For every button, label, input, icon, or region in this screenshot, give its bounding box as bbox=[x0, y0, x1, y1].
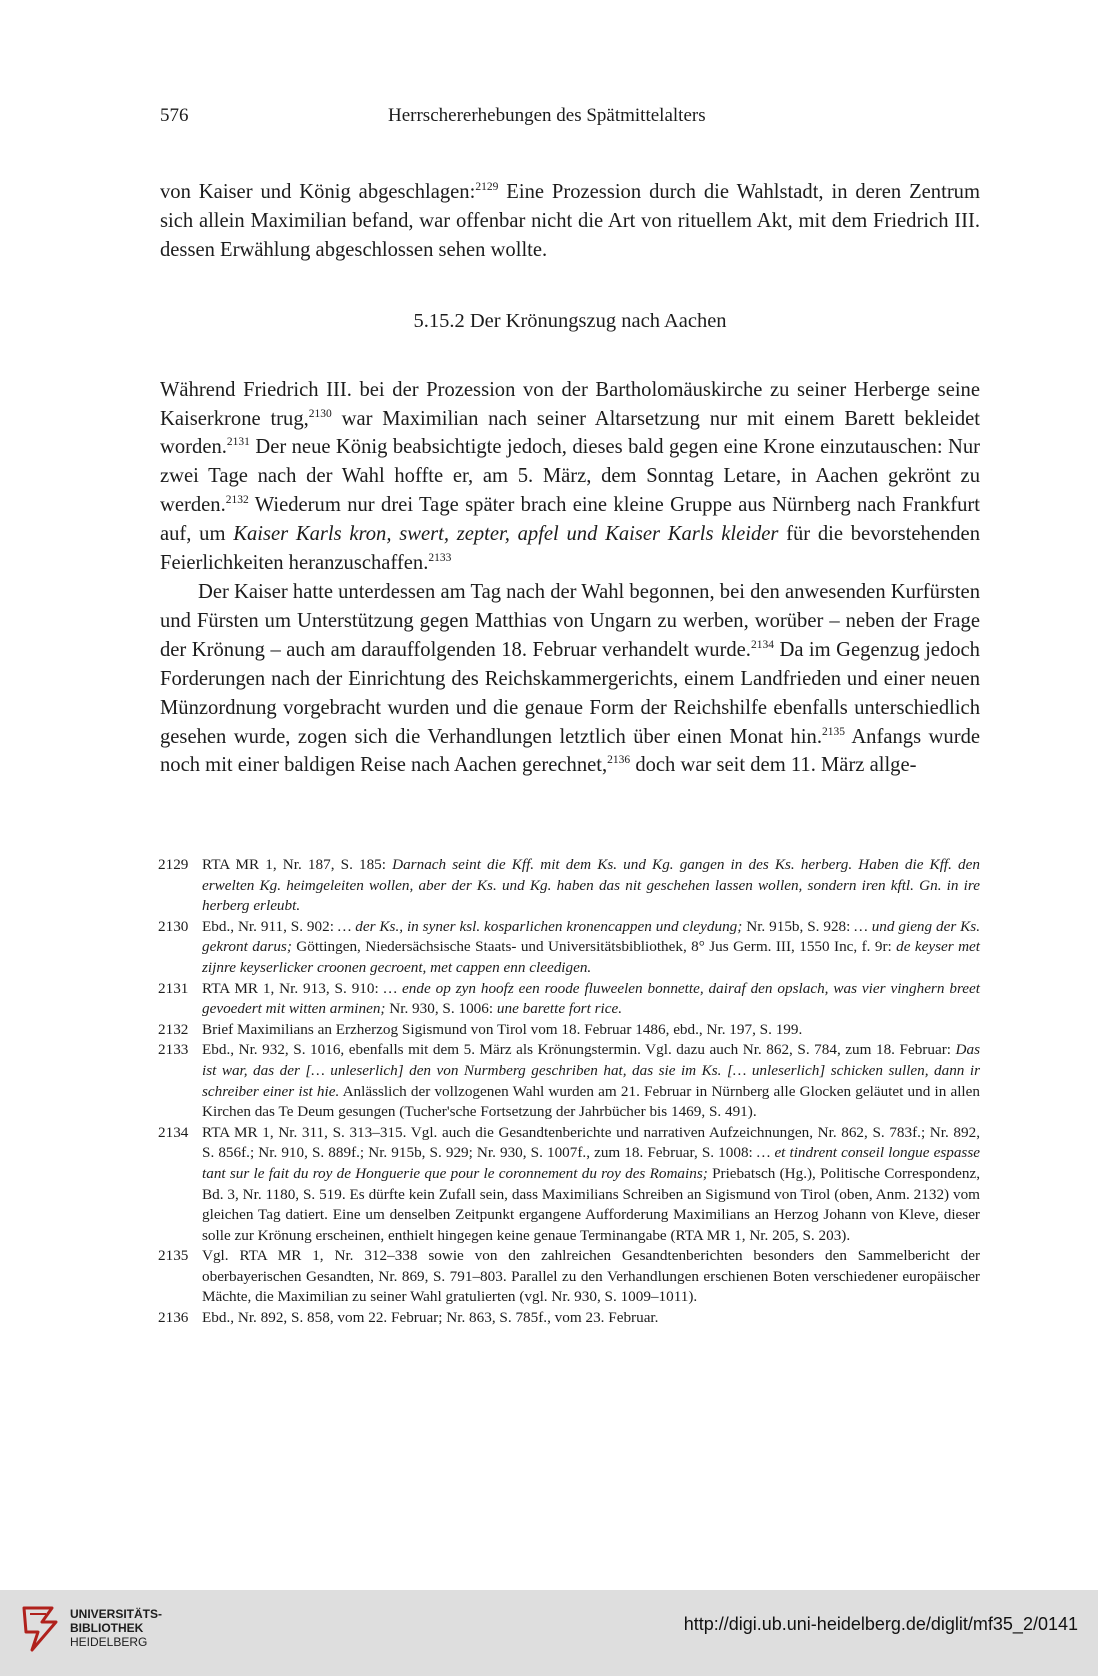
digitization-footer bbox=[0, 1590, 1098, 1676]
main-text bbox=[160, 178, 980, 780]
paragraph-3: Der Kaiser hatte unterdessen am Tag nach der Wahl begonnen, bei den anwesenden Kurfürsten und Fürsten um Unterstützung gegen Matthias von Ungarn zu werben, worüber – neben der Frage der Krönung – auch am darauffolgenden 18. Februar verhandelt wurde.$^{2134}$ Da im Gegenzug jedoch Forderungen nach der Einrichtung des Reichskammergerichts, einem Landfrieden und einer neuen Münzordnung vorgebracht wurden und die genaue Form der Reichshilfe ebenfalls unterschiedlich gesehen wurde, zogen sich die Verhandlungen letztlich über einen Monat hin.$^{2135}$ Anfangs wurde noch mit einer baldigen Reise nach Aachen gerechnet,$^{2136}$ doch war seit dem 11. März allge- bbox=[160, 580, 981, 777]
footnote-ref-2134[interactable]: 2134 bbox=[750, 638, 774, 651]
footnote-2129: 2129 RTA MR 1, Nr. 187, S. 185: Darnach seint die Kff. mit dem Ks. und Kg. gangen in des Ks. herberg. Haben die Kff. den erwelten Kg. heimgeleiten wollen, aber der Ks. und Kg. haben das nit geschehen lassen wollen, sondern iren kftl. Gn. in ire herberg erleubt. bbox=[158, 856, 980, 915]
footnote-ref-2131[interactable]: 2131 bbox=[226, 436, 250, 449]
footnote-2132: 2132 Brief Maximilians an Erzherzog Sigismund von Tirol vom 18. Februar 1486, ebd., Nr. 197, S. 199. bbox=[158, 1020, 803, 1038]
footnote-2133: 2133 Ebd., Nr. 932, S. 1016, ebenfalls mit dem 5. März als Krönungstermin. Vgl. dazu auch Nr. 862, S. 784, zum 18. Februar: Das ist war, das der [… unleserlich] den von Nurmberg geschriben hat, das sie im Ks. [… unleserlich] schicken sullen, dann ir schreiber einer ist hie. Anlässlich der vollzogenen Wahl wurden am 21. Februar in Nürnberg alle Glocken geläutet und in allen Kirchen das Te Deum gesungen (Tucher'sche Fortsetzung der Jahrbücher bis 1469, S. 491). bbox=[158, 1041, 980, 1121]
footnote-2136: 2136 Ebd., Nr. 892, S. 858, vom 22. Februar; Nr. 863, S. 785f., vom 23. Februar. bbox=[158, 1309, 659, 1327]
page-number: 576 bbox=[160, 105, 189, 126]
paragraph-1: von Kaiser und König abgeschlagen:$^{2129}$ Eine Prozession durch die Wahlstadt, in deren Zentrum sich allein Maximilian befand, war offenbar nicht die Art von rituellem Akt, mit dem Friedrich III. dessen Erwählung abgeschlossen sehen wollte. bbox=[160, 181, 980, 261]
footnote-ref-2129[interactable]: 2129 bbox=[475, 181, 499, 193]
footnotes bbox=[158, 855, 980, 1329]
footnote-ref-2132[interactable]: 2132 bbox=[225, 494, 249, 507]
section-heading: 5.15.2 Der Krönungszug nach Aachen bbox=[413, 309, 727, 332]
paragraph-2: Während Friedrich III. bei der Prozession von der Bartholomäuskirche zu seiner Herberge seine Kaiserkrone trug,$^{2130}$ war Maximilian nach seiner Altarsetzung nur mit einem Barett bekleidet worden.$^{2131}$ Der neue König beabsichtigte jedoch, dieses bald gegen eine Krone einzutauschen: Nur zwei Tage nach der Wahl hoffte er, am 5. März, dem Sonntag Letare, in Aachen gekrönt zu werden.$^{2132}$ Wiederum nur drei Tage später brach eine kleine Gruppe aus Nürnberg nach Frankfurt auf, um Kaiser Karls kron, swert, zepter, apfel und Kaiser Karls kleider für die bevorstehenden Feierlichkeiten heranzuschaffen.$^{2133}$ bbox=[160, 378, 981, 575]
footnote-ref-2135[interactable]: 2135 bbox=[822, 725, 845, 738]
footnote-ref-2133[interactable]: 2133 bbox=[428, 552, 452, 565]
footnote-ref-2136[interactable]: 2136 bbox=[607, 754, 631, 767]
running-header bbox=[160, 105, 980, 133]
footnote-2134: 2134 RTA MR 1, Nr. 311, S. 313–315. Vgl. auch die Gesandtenberichte und narrativen Aufzeichnungen, Nr. 862, S. 783f.; Nr. 892, S. 856f.; Nr. 910, S. 889f.; Nr. 915b, S. 929; Nr. 930, S. 1007f., zum 18. Februar, S. 1008: … et tindrent conseil longue espasse tant sur le fait du roy de Honguerie que pour le coronnement du roy des Romains; Priebatsch (Hg.), Politische Correspondenz, Bd. 3, Nr. 1180, S. 519. Es dürfte kein Zufall sein, dass Maximilians Schreiben an Sigismund von Tirol (oben, Anm. 2132) vom gleichen Tag datiert. Eine um denselben Zeitpunkt ergangene Aufforderung Maximilians an Herzog Johann von Kleve, dieser solle zur Krönung erscheinen, enthielt hingegen keine genaue Terminangabe (RTA MR 1, Nr. 205, S. 203). bbox=[158, 1123, 980, 1244]
library-logo-icon bbox=[20, 1604, 64, 1654]
running-title: Herrschererhebungen des Spätmittelalters bbox=[388, 105, 706, 126]
footnote-2135: 2135 Vgl. RTA MR 1, Nr. 312–338 sowie von den zahlreichen Gesandtenberichten besonders den Sammelbericht der oberbayerischen Gesandten, Nr. 869, S. 791–803. Parallel zu den Verhandlungen erschienen Boten verschiedener europäischer Mächte, die Maximilian zu seiner Wahl gratulierten (vgl. Nr. 930, S. 1009–1011). bbox=[158, 1247, 980, 1306]
footnote-2130: 2130 Ebd., Nr. 911, S. 902: … der Ks., in syner ksl. kosparlichen kronencappen und cleydung; Nr. 915b, S. 928: … und gieng der Ks. gekront darus; Göttingen, Niedersächsische Staats- und Universitätsbibliothek, 8° Jus Germ. III, 1550 Inc, f. 9r: de keyser met zijnre keyserlicker croonen gecroent, met cappen enn cleedigen. bbox=[158, 917, 981, 976]
source-url-link[interactable]: http://digi.ub.uni-heidelberg.de/diglit/mf35_2/0141 bbox=[683, 1614, 1078, 1634]
footnote-ref-2130[interactable]: 2130 bbox=[308, 407, 332, 420]
library-name: UNIVERSITÄTS- BIBLIOTHEK HEIDELBERG bbox=[70, 1607, 163, 1649]
footnote-2131: 2131 RTA MR 1, Nr. 913, S. 910: … ende op zyn hoofz een roode fluweelen bonnette, dairaf den opslach, was vier vinghern breet gevoedert mit witten arminen; Nr. 930, S. 1006: une barette fort rice. bbox=[158, 979, 980, 1018]
